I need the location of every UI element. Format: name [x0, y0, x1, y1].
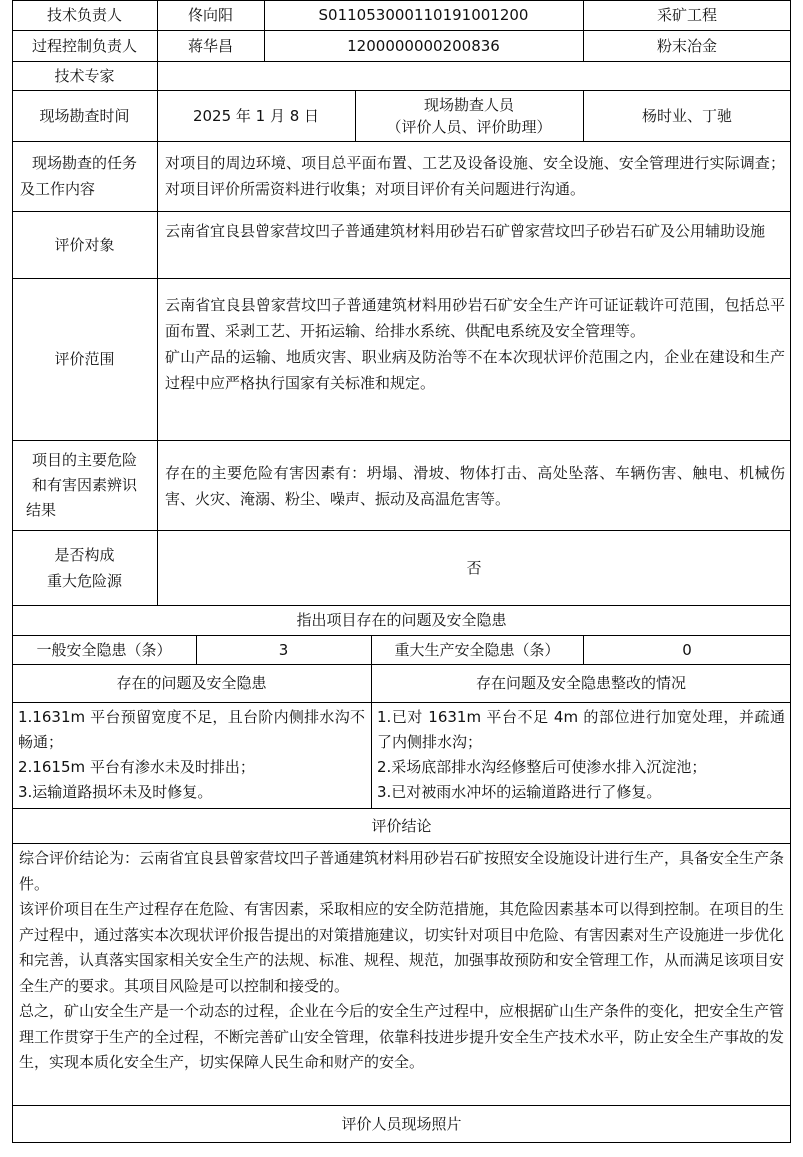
hazards-label	[12, 440, 157, 530]
survey-staff: 杨时业、丁驰	[641, 106, 732, 125]
tech-lead-cert: S011053000110191001200	[318, 6, 529, 24]
issues-title: 指出项目存在的问题及安全隐患	[296, 611, 507, 629]
survey-staff-label-line1: 现场勘查人员	[423, 95, 514, 114]
conclusion-para3: 总之，矿山安全生产是一个动态的过程，企业在今后的安全生产过程中，应根据矿山生产条件的变化，把安全生产管理工作贯穿于生产的全过程，不断完善矿山安全管理，依靠科技进步提升安全生产技术水平，防止安全生产事故的发生，实现本质化安全生产，切实保障人民生命和财产的安全。	[19, 1002, 785, 1071]
photos-title: 评价人员现场照片	[341, 1115, 462, 1133]
major-hazard-count-label: 重大生产安全隐患（条）	[394, 640, 560, 659]
conclusion-title: 评价结论	[371, 816, 432, 835]
process-lead-name: 蒋华昌	[187, 36, 233, 55]
conclusion-body	[12, 846, 791, 1102]
survey-task-label-line2: 及工作内容	[20, 180, 96, 198]
fix-item: 2.采场底部排水沟经修整后可使渗水排入沉淀池；	[377, 758, 707, 776]
fixes-header: 存在问题及安全隐患整改的情况	[475, 674, 686, 692]
survey-time-label: 现场勘查时间	[39, 106, 130, 125]
eval-scope-para2: 矿山产品的运输、地质灾害、职业病及防治等不在本次现状评价范围之内，企业在建设和生产过程中应严格执行国家有关标准和规定。	[165, 348, 785, 392]
eval-scope-content	[157, 292, 791, 432]
eval-object-content: 云南省宜良县曾家营坟凹子普通建筑材料用砂岩石矿曾家营坟凹子砂岩石矿及公用辅助设施	[165, 222, 766, 240]
general-hazard-count: 3	[278, 640, 289, 659]
tech-lead-name: 佟向阳	[187, 6, 233, 24]
major-hazard-label-line1: 是否构成	[54, 545, 115, 564]
eval-scope-label: 评价范围	[54, 350, 115, 368]
process-lead-cert: 1200000000200836	[347, 36, 500, 55]
conclusion-para2: 该评价项目在生产过程存在危险、有害因素，采取相应的安全防范措施，其危险因素基本可以得到控制。在项目的生产过程中，通过落实本次现状评价报告提出的对策措施建议，切实针对项目中危险、有害因素对生产设施进一步优化和完善，认真落实国家相关安全生产的法规、标准、规程、规范，加强事故预防和安全管理工作，从而满足该项目安全生产的要求。其项目风险是可以控制和接受的。	[19, 900, 785, 995]
survey-task-label	[12, 141, 157, 211]
eval-scope-para1: 云南省宜良县曾家营坟凹子普通建筑材料用砂岩石矿安全生产许可证证载许可范围，包括总平面布置、采剥工艺、开拓运输、给排水系统、供配电系统及安全管理等。	[165, 296, 785, 340]
fix-item: 1.已对 1631m 平台不足 4m 的部位进行加宽处理，并疏通了内侧排水沟；	[377, 708, 785, 751]
survey-task-label-line1: 现场勘查的任务	[31, 154, 137, 172]
problem-item: 1.1631m 平台预留宽度不足，且台阶内侧排水沟不畅通；	[18, 708, 365, 751]
survey-task-content: 对项目的周边环境、项目总平面布置、工艺及设备设施、安全设施、安全管理进行实际调查；对项目评价所需资料进行收集；对项目评价有关问题进行沟通。	[165, 154, 785, 198]
conclusion-para1: 综合评价结论为：云南省宜良县曾家营坟凹子普通建筑材料用砂岩石矿按照安全设施设计进行生产，具备安全生产条件。	[19, 849, 785, 893]
problems-list	[12, 705, 371, 805]
problems-header: 存在的问题及安全隐患	[116, 674, 267, 692]
process-lead-field: 粉末冶金	[656, 36, 717, 55]
problem-item: 3.运输道路损坏未及时修复。	[18, 783, 213, 801]
major-hazard-value: 否	[466, 558, 482, 577]
major-hazard-label	[12, 530, 157, 605]
eval-object-label: 评价对象	[54, 235, 115, 254]
survey-staff-label	[355, 90, 583, 141]
process-lead-label: 过程控制负责人	[31, 36, 137, 55]
hazards-label-line3: 结果	[26, 500, 57, 519]
hazards-label-line1: 项目的主要危险	[31, 450, 137, 469]
major-hazard-count: 0	[682, 640, 692, 659]
tech-lead-field: 采矿工程	[656, 6, 717, 24]
hazards-content: 存在的主要危险有害因素有：坍塌、滑坡、物体打击、高处坠落、车辆伤害、触电、机械伤害、火灾、淹溺、粉尘、噪声、振动及高温危害等。	[165, 464, 785, 508]
expert-value	[157, 61, 791, 90]
survey-staff-label-line2: （评价人员、评价助理）	[386, 117, 552, 136]
survey-date: 2025 年 1 月 8 日	[192, 106, 320, 125]
hazards-label-line2: 和有害因素辨识	[31, 475, 137, 494]
fix-item: 3.已对被雨水冲坏的运输道路进行了修复。	[377, 783, 662, 801]
tech-lead-label: 技术负责人	[46, 6, 122, 24]
major-hazard-label-line2: 重大危险源	[46, 571, 122, 590]
general-hazard-label: 一般安全隐患（条）	[36, 640, 172, 659]
fixes-list	[371, 705, 791, 805]
problem-item: 2.1615m 平台有渗水未及时排出；	[18, 758, 255, 776]
expert-label: 技术专家	[54, 66, 115, 85]
